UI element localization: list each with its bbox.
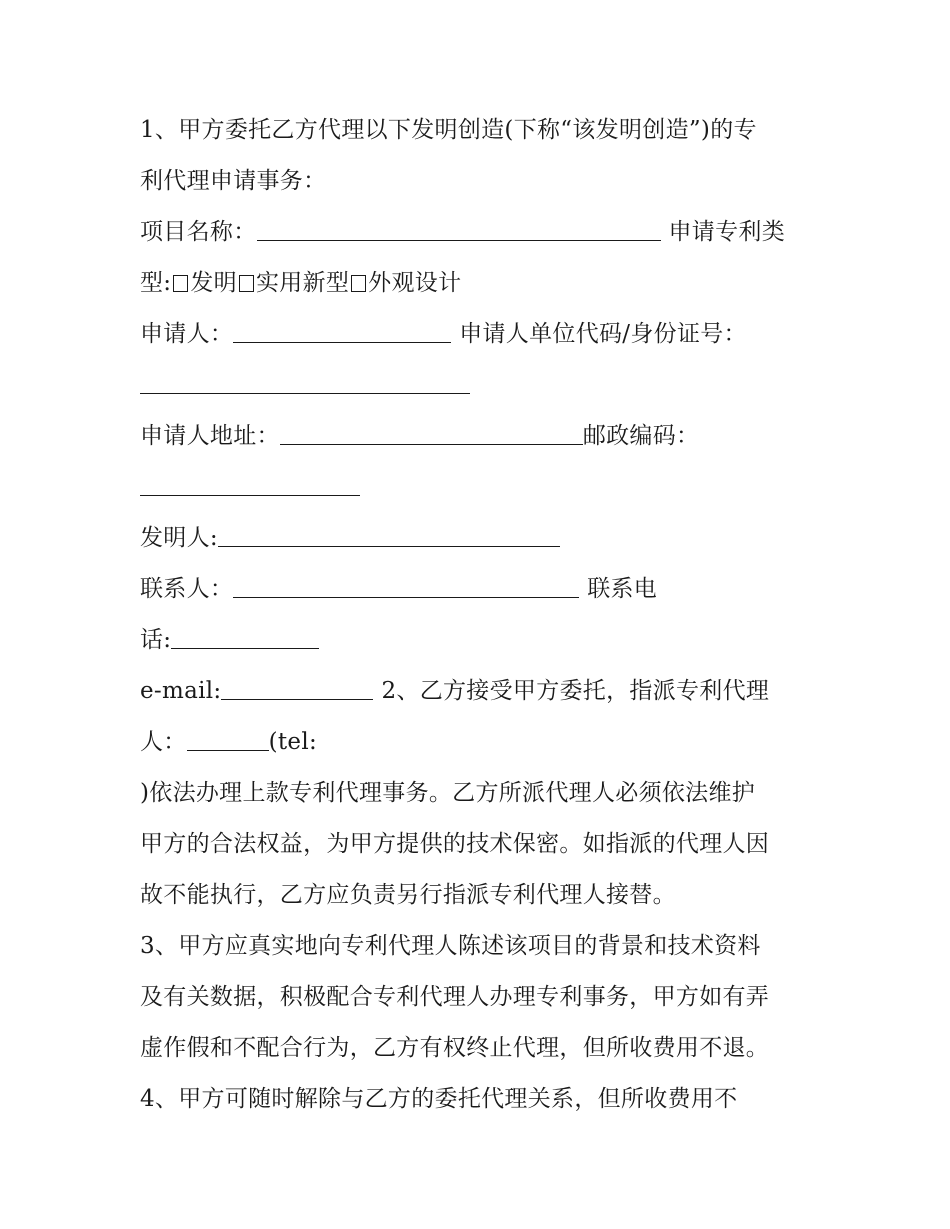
inventor-blank[interactable] <box>218 522 560 547</box>
inventor-label: 发明人: <box>140 525 218 551</box>
applicant-blank[interactable] <box>233 318 451 343</box>
project-name-blank[interactable] <box>257 216 661 241</box>
applicant-row <box>140 309 820 360</box>
clause-1-line-1: 1、甲方委托乙方代理以下发明创造(下称“该发明创造”)的专 <box>140 117 757 143</box>
applicant-id-row <box>140 360 820 411</box>
inventor-row <box>140 513 820 564</box>
clause-3-line-3: 虚作假和不配合行为，乙方有权终止代理，但所收费用不退。 <box>140 1035 770 1061</box>
applicant-address-label: 申请人地址： <box>140 423 280 449</box>
applicant-id-label: 申请人单位代码/身份证号： <box>459 321 747 347</box>
postal-code-label: 邮政编码： <box>582 423 700 449</box>
applicant-label: 申请人： <box>140 321 234 347</box>
contact-blank[interactable] <box>233 573 579 598</box>
email-label: e-mail: <box>140 678 222 704</box>
patent-type-label-cont: 型: <box>140 270 172 296</box>
contact-phone-blank[interactable] <box>171 624 319 649</box>
tel-label: (tel: <box>268 729 318 755</box>
postal-code-row <box>140 462 820 513</box>
patent-type-label: 申请专利类 <box>668 219 785 245</box>
contact-phone-label-cont: 话: <box>140 627 172 653</box>
clause-3-line-1: 3、甲方应真实地向专利代理人陈述该项目的背景和技术资料 <box>140 933 761 959</box>
email-row <box>140 666 820 717</box>
clause-1-line-2: 利代理申请事务： <box>140 168 327 194</box>
contact-phone-row <box>140 615 820 666</box>
postal-code-blank[interactable] <box>140 471 360 496</box>
utility-model-option-label: 实用新型 <box>255 270 350 296</box>
invention-option-label: 发明 <box>190 270 237 296</box>
contract-page <box>140 105 820 1125</box>
design-checkbox[interactable] <box>351 275 366 292</box>
applicant-id-blank[interactable] <box>140 369 470 394</box>
clause-2-line-4: 甲方的合法权益，为甲方提供的技术保密。如指派的代理人因 <box>140 831 770 857</box>
agent-blank[interactable] <box>187 726 269 751</box>
project-name-label: 项目名称： <box>140 219 257 245</box>
agent-row <box>140 717 820 768</box>
agent-label: 人： <box>140 729 187 755</box>
clause-2-start: 2、乙方接受甲方委托，指派专利代理 <box>381 678 770 704</box>
clause-2-line-5: 故不能执行，乙方应负责另行指派专利代理人接替。 <box>140 882 676 908</box>
invention-checkbox[interactable] <box>173 275 188 292</box>
project-name-row <box>140 207 820 258</box>
email-blank[interactable] <box>221 675 373 700</box>
clause-4-line-1: 4、甲方可随时解除与乙方的委托代理关系，但所收费用不 <box>140 1086 738 1112</box>
clause-2-line-3: )依法办理上款专利代理事务。乙方所派代理人必须依法维护 <box>140 780 756 806</box>
design-option-label: 外观设计 <box>368 270 462 296</box>
contact-row <box>140 564 820 615</box>
utility-model-checkbox[interactable] <box>239 275 254 292</box>
clause-3-line-2: 及有关数据，积极配合专利代理人办理专利事务，甲方如有弄 <box>140 984 770 1010</box>
patent-type-row <box>140 258 820 309</box>
applicant-address-row <box>140 411 820 462</box>
contact-phone-label: 联系电 <box>587 576 658 602</box>
applicant-address-blank[interactable] <box>280 420 583 445</box>
contact-label: 联系人： <box>140 576 234 602</box>
